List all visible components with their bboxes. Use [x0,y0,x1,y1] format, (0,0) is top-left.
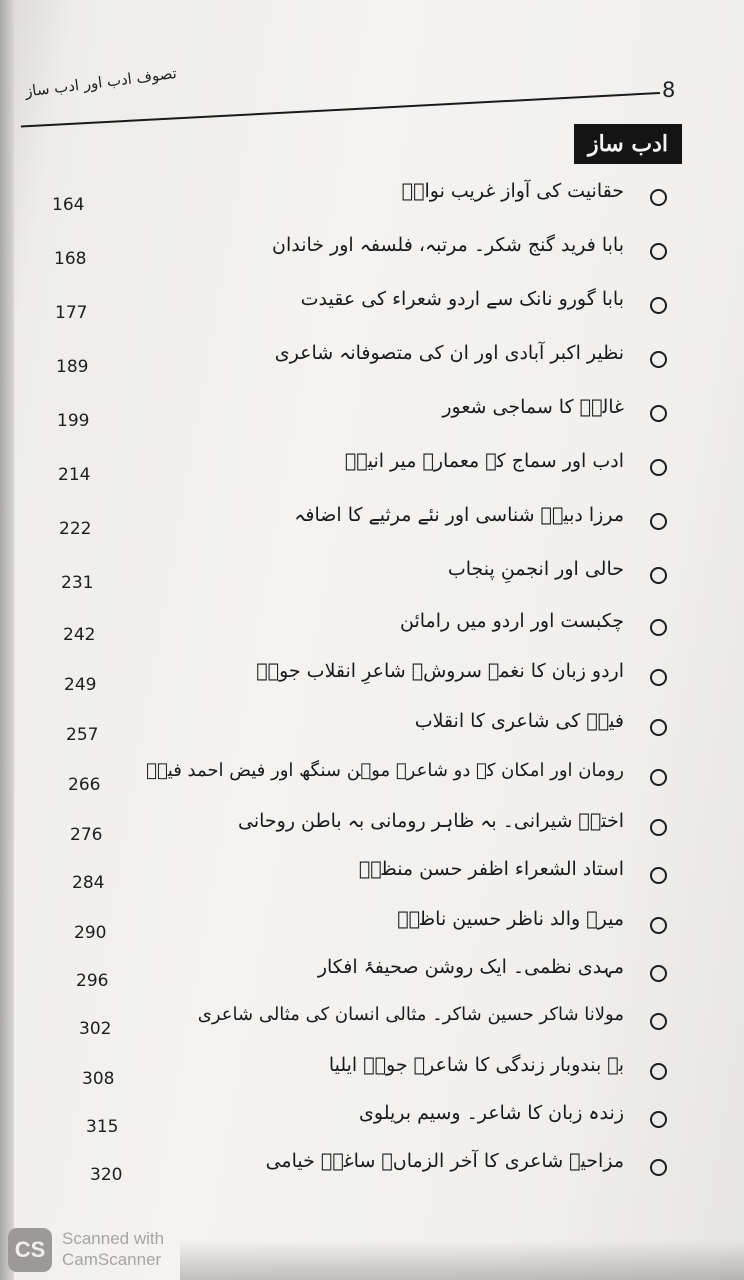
toc-item-page: 177 [55,303,88,323]
bullet-circle-icon [650,1159,667,1176]
toc-item-page: 296 [76,971,109,991]
toc-item [0,1002,744,1042]
toc-item-page: 320 [90,1165,123,1185]
toc-item-page: 222 [59,519,92,539]
bullet-circle-icon [650,669,667,686]
toc-item-title: فیضؔ کی شاعری کا انقلاب [414,710,624,732]
toc-item-title: بابا فرید گنج شکر۔ مرتبہ، فلسفہ اور خاندان [271,234,624,256]
toc-item [0,758,744,798]
toc-item [0,708,744,748]
toc-item-title: اخترؔ شیرانی۔ بہ ظاہر رومانی بہ باطن روحانی [238,810,624,832]
toc-item-page: 308 [82,1069,115,1089]
section-title: ادب ساز [574,124,682,164]
toc-item-title: اردو زبان کا نغمہ سروش۔ شاعرِ انقلاب جوشؔ [256,660,624,682]
toc-item-title: مزاحیہ شاعری کا آخر الزماں۔ ساغرؔ خیامی [265,1150,624,1172]
toc-item [0,906,744,946]
toc-item-page: 189 [56,357,89,377]
bullet-circle-icon [650,1013,667,1030]
toc-item-page: 315 [86,1117,119,1137]
toc-item [0,1148,744,1188]
toc-item [0,1052,744,1092]
toc-item [0,658,744,698]
toc-item-page: 199 [57,411,90,431]
bullet-circle-icon [650,459,667,476]
page-number: 8 [662,78,676,102]
toc-item [0,286,744,326]
toc-item [0,394,744,434]
bullet-circle-icon [650,819,667,836]
watermark-line-1: Scanned with [62,1229,165,1248]
scanner-watermark [62,1228,164,1270]
toc-item-title: زندہ زبان کا شاعر۔ وسیم بریلوی [359,1102,624,1124]
bullet-circle-icon [650,1063,667,1080]
camscanner-logo-icon: CS [8,1228,52,1272]
bullet-circle-icon [650,567,667,584]
bottom-shadow [180,1240,744,1280]
bullet-circle-icon [650,189,667,206]
bullet-circle-icon [650,867,667,884]
toc-item-title: رومان اور امکان کے دو شاعر۔ موہن سنگھ اور فیض احمد فیضؔ [146,760,624,781]
toc-item [0,954,744,994]
bullet-circle-icon [650,769,667,786]
bullet-circle-icon [650,405,667,422]
toc-item-page: 276 [70,825,103,845]
toc-item-page: 168 [54,249,87,269]
toc-item-page: 164 [52,195,85,215]
bullet-circle-icon [650,243,667,260]
bullet-circle-icon [650,619,667,636]
toc-item [0,448,744,488]
toc-item-page: 266 [68,775,101,795]
toc-item-title: نظیر اکبر آبادی اور ان کی متصوفانہ شاعری [274,342,624,364]
toc-item [0,856,744,896]
toc-item-title: مرزا دبیرؔ شناسی اور نئے مرثیے کا اضافہ [294,504,624,526]
toc-item-page: 231 [61,573,94,593]
toc-item-title: چکبست اور اردو میں رامائن [399,610,624,632]
running-title: تصوف ادب اور ادب ساز [24,64,178,101]
toc-item-title: استاد الشعراء اظفر حسن منظرؔ [358,858,624,880]
toc-item-title: مہدی نظمی۔ ایک روشن صحیفۂ افکار [317,956,624,978]
toc-item-title: بابا گورو نانک سے اردو شعراء کی عقیدت [300,288,624,310]
toc-item [0,502,744,542]
toc-item-title: میرے والد ناظر حسین ناظرؔ [397,908,624,930]
bullet-circle-icon [650,719,667,736]
bullet-circle-icon [650,351,667,368]
toc-item [0,808,744,848]
toc-item [0,1100,744,1140]
bullet-circle-icon [650,1111,667,1128]
toc-item-page: 284 [72,873,105,893]
bullet-circle-icon [650,917,667,934]
toc-item [0,608,744,648]
toc-item-title: غالبؔ کا سماجی شعور [442,396,624,418]
toc-item [0,556,744,596]
toc-item-page: 249 [64,675,97,695]
watermark-line-2: CamScanner [62,1250,162,1269]
toc-item-page: 290 [74,923,107,943]
toc-item-title: مولانا شاکر حسین شاکر۔ مثالی انسان کی مثالی شاعری [197,1004,624,1025]
bullet-circle-icon [650,513,667,530]
toc-item [0,340,744,380]
toc-item-title: ادب اور سماج کے معمار۔ میر انیسؔ [344,450,624,472]
toc-item [0,232,744,272]
toc-item-title: حالی اور انجمنِ پنجاب [447,558,624,580]
toc-item [0,178,744,218]
toc-item-title: حقانیت کی آواز غریب نوازؒ [401,180,624,202]
bullet-circle-icon [650,297,667,314]
toc-item-page: 302 [79,1019,112,1039]
toc-item-title: بے بندوبار زندگی کا شاعر۔ جونؔ ایلیا [328,1054,624,1076]
toc-item-page: 214 [58,465,91,485]
toc-item-page: 242 [63,625,96,645]
bullet-circle-icon [650,965,667,982]
toc-item-page: 257 [66,725,99,745]
